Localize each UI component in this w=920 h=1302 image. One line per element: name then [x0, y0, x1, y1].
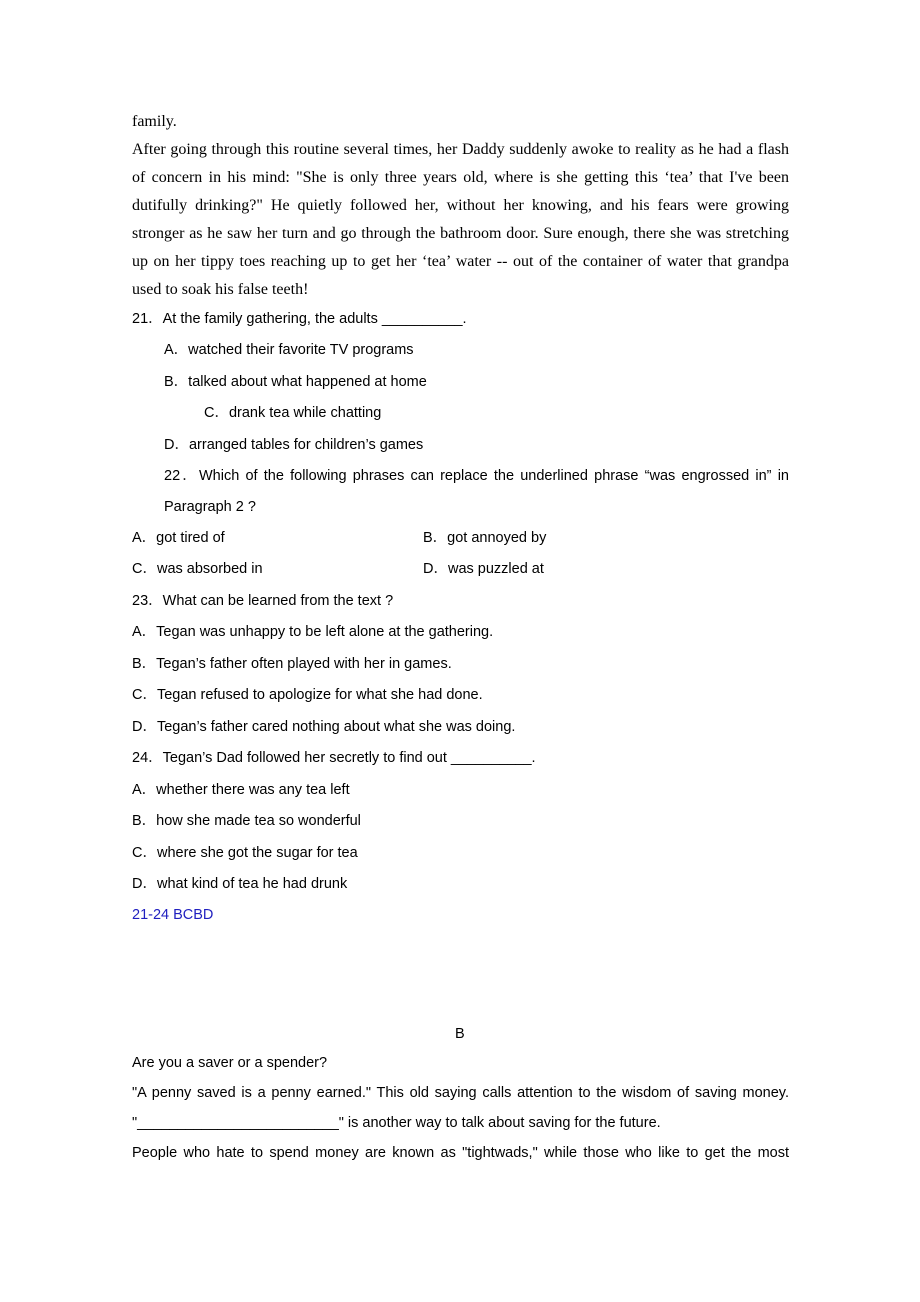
- question-21-option-d: D．arranged tables for children’s games: [164, 437, 424, 453]
- question-22-option-d: D．was puzzled at: [423, 561, 544, 577]
- question-24-stem: 24．Tegan’s Dad followed her secretly to find out __________.: [132, 750, 536, 766]
- question-22-option-c: C．was absorbed in: [132, 561, 263, 577]
- question-24-option-a: A．whether there was any tea left: [132, 782, 350, 798]
- question-21-stem: 21．At the family gathering, the adults __________.: [132, 311, 467, 327]
- question-23-option-c: C．Tegan refused to apologize for what she had done.: [132, 687, 483, 703]
- question-22-option-a: A．got tired of: [132, 530, 225, 546]
- question-23-stem: 23．What can be learned from the text ?: [132, 593, 394, 609]
- passage-b-line-1: Are you a saver or a spender?: [132, 1055, 328, 1071]
- question-22-stem-line2: Paragraph 2 ?: [164, 499, 256, 515]
- passage-b-line-3: "_________________________" is another way to talk about saving for the future.: [132, 1115, 661, 1131]
- question-23-option-d: D．Tegan’s father cared nothing about what she was doing.: [132, 719, 516, 735]
- question-21-option-b: B．talked about what happened at home: [164, 374, 427, 390]
- question-24-option-b: B．how she made tea so wonderful: [132, 813, 361, 829]
- question-22-option-b: B．got annoyed by: [423, 530, 547, 546]
- passage-b-line-2: "A penny saved is a penny earned." This old saying calls attention to the wisdom of saving money.: [132, 1085, 789, 1101]
- passage-a-paragraph: After going through this routine several times, her Daddy suddenly awoke to reality as he had a flash of concern in his mind: "She is only three years old, where is she getting this ‘tea’ that I've been dutifully drinking?" He quietly followed her, without her knowing, and his fears were growing stronger as he saw her turn and go through the bathroom door. Sure enough, there she was stretching up on her tippy toes reaching up to get her ‘tea’ water -- out of the container of water that grandpa used to soak his false teeth!: [132, 141, 789, 298]
- question-24-option-c: C．where she got the sugar for tea: [132, 845, 358, 861]
- question-24-option-d: D．what kind of tea he had drunk: [132, 876, 348, 892]
- question-22-stem-line1: 22．Which of the following phrases can replace the underlined phrase “was engrossed in” in: [164, 468, 789, 484]
- question-23-option-b: B．Tegan’s father often played with her in games.: [132, 656, 452, 672]
- question-21-option-a: A．watched their favorite TV programs: [164, 342, 414, 358]
- question-23-option-a: A．Tegan was unhappy to be left alone at the gathering.: [132, 624, 494, 640]
- answer-key: 21-24 BCBD: [132, 907, 214, 923]
- passage-a-paragraph-end: family.: [132, 113, 177, 130]
- passage-b-heading: B: [455, 1026, 465, 1042]
- question-21-option-c: C．drank tea while chatting: [204, 405, 382, 421]
- passage-b-line-4: People who hate to spend money are known as "tightwads," while those who like to get the most: [132, 1145, 789, 1161]
